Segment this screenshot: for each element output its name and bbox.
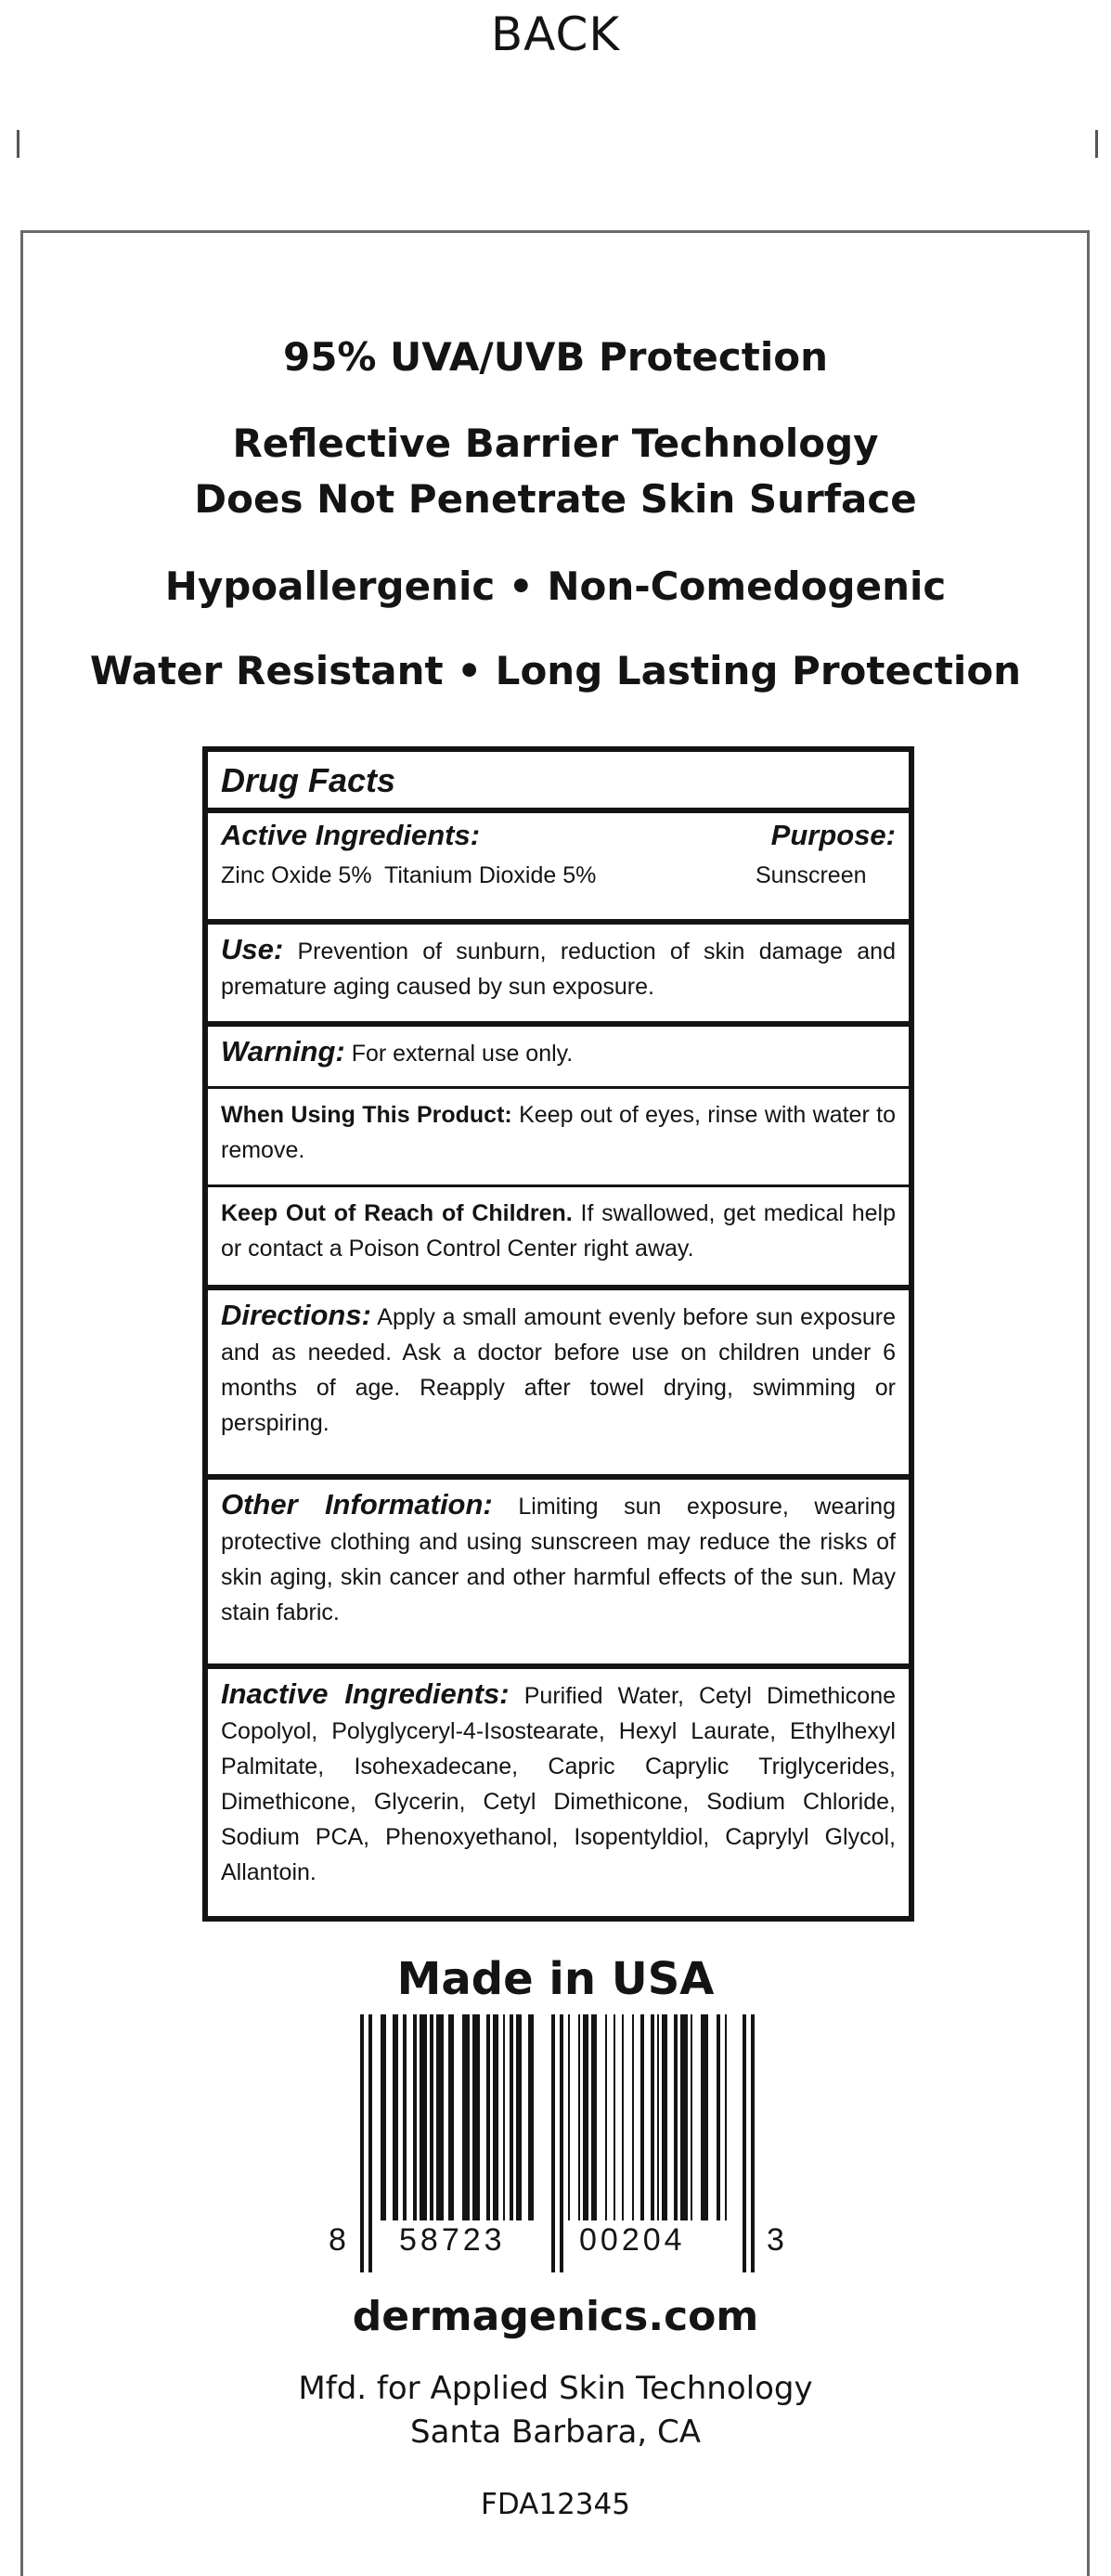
when-using-section bbox=[208, 1097, 909, 1168]
claim-protection: 95% UVA/UVB Protection bbox=[282, 334, 829, 380]
barcode-bar bbox=[691, 2014, 692, 2220]
separator bbox=[208, 919, 909, 925]
barcode-bar bbox=[751, 2014, 755, 2272]
other-information-heading: Other Information: bbox=[221, 1488, 493, 1521]
purpose-heading: Purpose: bbox=[770, 819, 896, 851]
keep-out-section bbox=[208, 1196, 909, 1266]
active-ingredients-section bbox=[208, 819, 909, 921]
manufacturer-line1: Mfd. for Applied Skin Technology bbox=[298, 2370, 813, 2407]
inactive-ingredients-text: Purified Water, Cetyl Dimethicone Copolyol, Polyglyceryl-4-Isostearate, Hexyl Laurate, Ethylhexyl Palmitate, Isohexadecane, Capric Caprylic Triglycerides, Dimethicone, Glycerin, Cetyl Dimethicone, Sodium Chloride, Sodium PCA, Phenoxyethanol, Isopentyldiol, Caprylyl Glycol, Allantoin. bbox=[221, 1683, 897, 1885]
trim-mark-left bbox=[17, 130, 19, 158]
barcode-bar bbox=[510, 2014, 513, 2220]
directions-text: Apply a small amount evenly before sun exposure and as needed. Ask a doctor before use on children under 6 months of age. Reapply after towel drying, swimming or perspiring. bbox=[221, 1304, 896, 1436]
barcode-bar bbox=[591, 2014, 597, 2220]
use-heading: Use: bbox=[221, 933, 284, 965]
purpose-value: Sunscreen bbox=[756, 862, 867, 888]
barcode-bar bbox=[493, 2014, 498, 2220]
claim-technology-line2: Does Not Penetrate Skin Surface bbox=[194, 476, 917, 522]
separator bbox=[208, 1021, 909, 1027]
keep-out-heading: Keep Out of Reach of Children. bbox=[221, 1200, 573, 1226]
barcode-bar bbox=[701, 2014, 708, 2220]
barcode-bar bbox=[717, 2014, 720, 2220]
barcode-bar bbox=[614, 2014, 615, 2220]
inactive-ingredients-heading: Inactive Ingredients: bbox=[221, 1677, 510, 1710]
barcode-bar bbox=[486, 2014, 490, 2220]
barcode-bar bbox=[430, 2014, 433, 2220]
claim-water: Water Resistant • Long Lasting Protection bbox=[89, 648, 1022, 693]
barcode-bar bbox=[674, 2014, 678, 2220]
barcode-digits-left: 58723 bbox=[399, 2222, 506, 2258]
drug-facts-box bbox=[202, 746, 914, 1922]
barcode-bar bbox=[420, 2014, 427, 2220]
barcode-bar bbox=[368, 2014, 372, 2272]
barcode-bar bbox=[436, 2014, 444, 2220]
separator bbox=[208, 1285, 909, 1290]
barcode-bar bbox=[448, 2014, 454, 2220]
warning-text: For external use only. bbox=[351, 1041, 574, 1067]
drug-facts-title: Drug Facts bbox=[221, 761, 396, 799]
barcode-bar bbox=[516, 2014, 522, 2220]
side-label: BACK bbox=[490, 7, 621, 61]
barcode-bar bbox=[578, 2014, 580, 2220]
barcode-digits-right: 00204 bbox=[579, 2222, 686, 2258]
barcode-bar bbox=[622, 2014, 624, 2220]
inactive-ingredients-section bbox=[208, 1676, 909, 1890]
barcode-bar bbox=[503, 2014, 505, 2220]
barcode-bar bbox=[725, 2014, 727, 2220]
claim-technology-line1: Reflective Barrier Technology bbox=[232, 421, 879, 466]
barcode-bar bbox=[662, 2014, 667, 2220]
barcode-bar bbox=[605, 2014, 607, 2220]
barcode-bar bbox=[403, 2014, 407, 2220]
barcode-bar bbox=[583, 2014, 588, 2220]
use-section bbox=[208, 932, 909, 1004]
claim-skin: Hypoallergenic • Non-Comedogenic bbox=[164, 563, 947, 609]
active-ingredients-list: Zinc Oxide 5% Titanium Dioxide 5% bbox=[221, 862, 597, 888]
separator bbox=[208, 1184, 909, 1187]
drug-facts-title-row bbox=[208, 761, 909, 800]
barcode-bar bbox=[413, 2014, 417, 2220]
website: dermagenics.com bbox=[352, 2293, 759, 2340]
separator bbox=[208, 808, 909, 813]
barcode-bar bbox=[360, 2014, 364, 2272]
manufacturer-line2: Santa Barbara, CA bbox=[410, 2414, 701, 2451]
barcode-bar bbox=[560, 2014, 563, 2272]
directions-section bbox=[208, 1298, 909, 1441]
barcode-bar bbox=[568, 2014, 570, 2220]
barcode-bar bbox=[381, 2014, 386, 2220]
separator bbox=[208, 1086, 909, 1089]
barcode-bar bbox=[680, 2014, 688, 2220]
barcode-bar bbox=[472, 2014, 480, 2220]
fda-code: FDA12345 bbox=[481, 2488, 630, 2521]
barcode-bar bbox=[657, 2014, 659, 2220]
when-using-heading: When Using This Product: bbox=[221, 1102, 512, 1128]
other-information-text: Limiting sun exposure, wearing protective clothing and using sunscreen may reduce the risks of skin aging, skin cancer and other harmful effects of the sun. May stain fabric. bbox=[221, 1494, 896, 1625]
barcode-bar bbox=[528, 2014, 534, 2220]
barcode-digit-first: 8 bbox=[329, 2222, 346, 2258]
when-using-text: Keep out of eyes, rinse with water to remove. bbox=[221, 1102, 896, 1163]
warning-heading: Warning: bbox=[221, 1035, 345, 1068]
other-information-section bbox=[208, 1487, 909, 1630]
separator bbox=[208, 1663, 909, 1669]
directions-heading: Directions: bbox=[221, 1299, 371, 1331]
barcode-bar bbox=[462, 2014, 470, 2220]
use-text: Prevention of sunburn, reduction of skin damage and premature aging caused by sun exposure. bbox=[221, 938, 896, 1000]
keep-out-text: If swallowed, get medical help or contact a Poison Control Center right away. bbox=[221, 1200, 896, 1262]
barcode-bar bbox=[393, 2014, 398, 2220]
trim-mark-right bbox=[1095, 130, 1098, 158]
origin-label: Made in USA bbox=[396, 1953, 715, 2005]
warning-section bbox=[208, 1034, 909, 1071]
barcode-bar bbox=[632, 2014, 634, 2220]
barcode-bar bbox=[651, 2014, 654, 2220]
barcode-bar bbox=[743, 2014, 746, 2272]
barcode-bar bbox=[551, 2014, 555, 2272]
active-ingredients-heading: Active Ingredients: bbox=[221, 819, 481, 851]
barcode-bar bbox=[640, 2014, 644, 2220]
barcode-digit-last: 3 bbox=[767, 2222, 784, 2258]
separator bbox=[208, 1474, 909, 1480]
